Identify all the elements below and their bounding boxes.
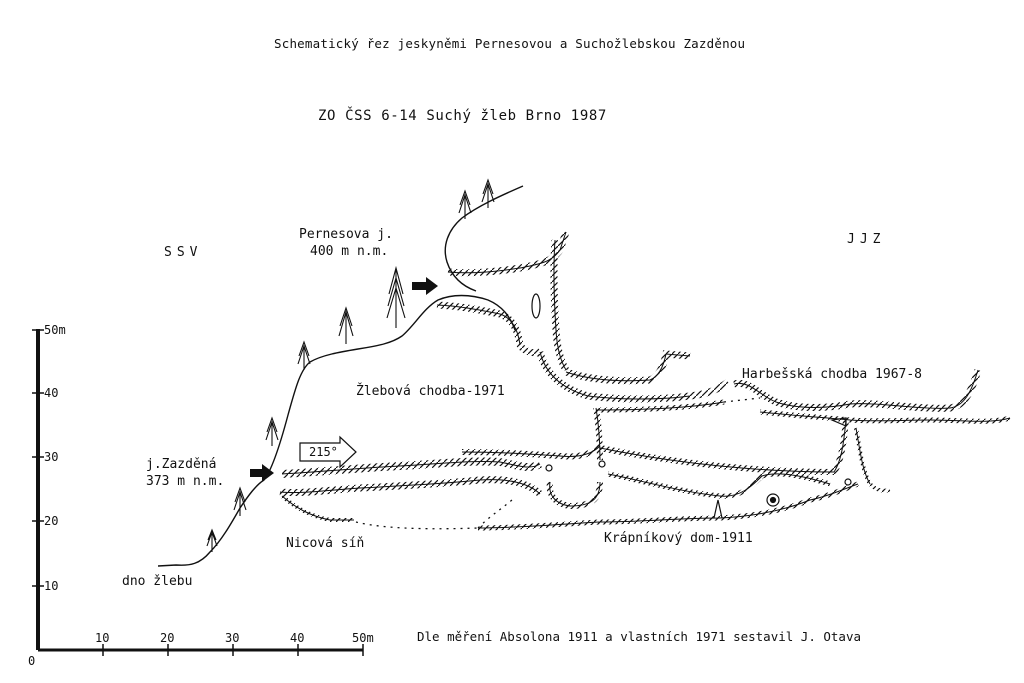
scale-h-tick-10: 10 [95,631,110,645]
arrow-zazdena-icon [250,464,274,482]
harbesska-chodba-label: Harbešská chodba 1967-8 [742,367,923,382]
zazdena-altitude-label: 373 m n.m. [146,474,225,489]
zazdena-name-label: j.Zazděná [146,457,217,472]
scale-v-tick-10: 10 [44,579,59,593]
pernesova-altitude-label: 400 m n.m. [310,244,389,259]
scale-h-tick-30: 30 [225,631,240,645]
arrow-pernesova-icon [412,277,438,295]
zlebova-chodba-label: Žlebová chodba-1971 [356,384,505,399]
scale-v-tick-50: 50m [44,323,66,337]
diagram-title: Schematický řez jeskyněmi Pernesovou a Suchožlebskou Zazděnou [274,36,746,51]
krapnikovy-dom-label: Krápníkový dom-1911 [604,531,753,546]
credit-note: Dle měření Absolona 1911 a vlastních 1971 sestavil J. Otava [417,629,862,644]
diagram-subtitle: ZO ČSS 6-14 Suchý žleb Brno 1987 [318,108,607,124]
direction-left-label: SSV [164,245,203,260]
nicova-sin-label: Nicová síň [286,536,365,551]
scale-v-tick-40: 40 [44,386,59,400]
scale-h-tick-50: 50m [352,631,374,645]
scale-v-tick-30: 30 [44,450,59,464]
direction-right-label: JJZ [847,232,886,247]
scale-h-tick-40: 40 [290,631,305,645]
bearing-label: 215° [309,445,338,459]
terrain-surface [158,296,515,567]
scale-origin: 0 [28,654,36,668]
scale-v-tick-20: 20 [44,514,59,528]
dno-zlebu-label: dno žlebu [122,574,193,589]
pernesova-name-label: Pernesova j. [299,227,393,242]
scale-h-tick-20: 20 [160,631,175,645]
